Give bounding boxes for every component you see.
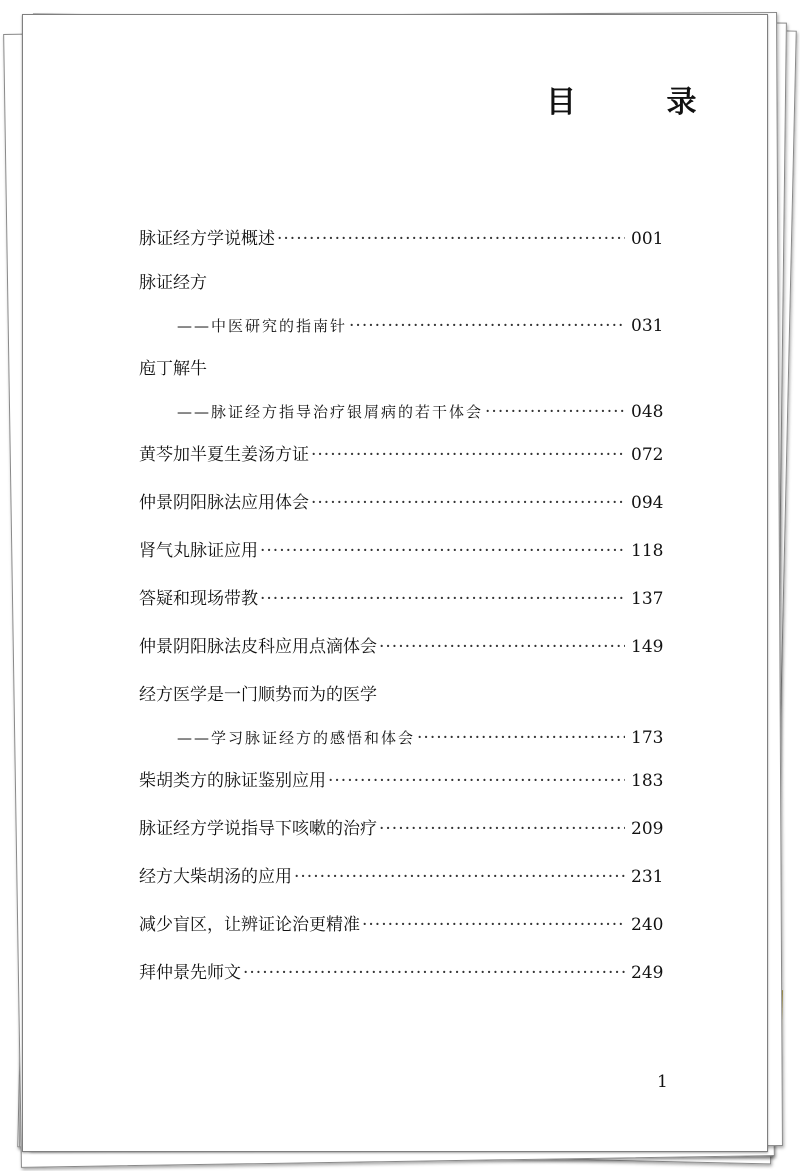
toc-entry-page: 240 xyxy=(631,915,664,935)
toc-entry-title: 黄芩加半夏生姜汤方证 xyxy=(139,445,309,465)
toc-entry-page: 001 xyxy=(631,229,664,249)
toc-entry[interactable] xyxy=(139,817,663,841)
toc-entry[interactable] xyxy=(139,539,663,563)
toc-entry-title: 仲景阴阳脉法应用体会 xyxy=(139,493,309,513)
dot-leader xyxy=(485,400,625,424)
toc-entry-title: 经方医学是一门顺势而为的医学 xyxy=(139,685,377,705)
toc-entry-title: 柴胡类方的脉证鉴别应用 xyxy=(139,771,326,791)
dot-leader xyxy=(260,587,625,611)
page-title: 目 录 xyxy=(546,85,737,120)
toc-entry-page: 048 xyxy=(631,402,664,422)
toc-entry[interactable] xyxy=(139,635,663,659)
dot-leader xyxy=(328,769,625,793)
toc-entry-page: 094 xyxy=(631,493,664,513)
toc-entry[interactable] xyxy=(139,913,663,937)
dot-leader xyxy=(311,491,625,515)
toc-entry-title: 减少盲区，让辨证论治更精准 xyxy=(139,915,360,935)
toc-entry[interactable] xyxy=(139,443,663,467)
toc-entry-title: 脉证经方 xyxy=(139,273,207,293)
dot-leader xyxy=(379,635,625,659)
dot-leader xyxy=(362,913,625,937)
toc-entry[interactable] xyxy=(139,961,663,985)
toc-entry[interactable] xyxy=(139,491,663,515)
toc-entry-title: 庖丁解牛 xyxy=(139,359,207,379)
toc-entry-title: 脉证经方学说指导下咳嗽的治疗 xyxy=(139,819,377,839)
toc-entry[interactable] xyxy=(139,769,663,793)
toc-entry-page: 137 xyxy=(631,589,664,609)
toc-entry[interactable] xyxy=(139,357,663,424)
toc-entry[interactable] xyxy=(139,865,663,889)
dot-leader xyxy=(349,314,625,338)
dot-leader xyxy=(417,726,625,750)
toc-entry-title: 仲景阴阳脉法皮科应用点滴体会 xyxy=(139,637,377,657)
toc-entry-subtitle: ——脉证经方指导治疗银屑病的若干体会 xyxy=(177,403,484,421)
toc-entry[interactable] xyxy=(139,271,663,338)
toc-entry[interactable] xyxy=(139,227,663,251)
dot-leader xyxy=(311,443,625,467)
toc-entry-page: 072 xyxy=(631,445,664,465)
toc-entry-title: 答疑和现场带教 xyxy=(139,589,258,609)
page-number: 1 xyxy=(657,1072,668,1092)
dot-leader xyxy=(294,865,625,889)
toc-entry-page: 209 xyxy=(631,819,664,839)
toc-entry-page: 183 xyxy=(631,771,664,791)
toc-entry-page: 031 xyxy=(631,316,664,336)
toc-entry-page: 231 xyxy=(631,867,664,887)
toc-entry-title: 脉证经方学说概述 xyxy=(139,229,275,249)
toc-entry-subtitle: ——学习脉证经方的感悟和体会 xyxy=(177,729,416,747)
toc-entry-page: 249 xyxy=(631,963,664,983)
toc-entry-title: 经方大柴胡汤的应用 xyxy=(139,867,292,887)
dot-leader xyxy=(277,227,625,251)
toc-page xyxy=(22,14,768,1152)
dot-leader xyxy=(260,539,625,563)
toc-entry-page: 173 xyxy=(631,728,664,748)
dot-leader xyxy=(379,817,625,841)
toc-entry-title: 拜仲景先师文 xyxy=(139,963,241,983)
dot-leader xyxy=(243,961,625,985)
toc-entry-subtitle: ——中医研究的指南针 xyxy=(177,317,348,335)
toc-entry[interactable] xyxy=(139,587,663,611)
toc-entry-title: 肾气丸脉证应用 xyxy=(139,541,258,561)
toc-entry[interactable] xyxy=(139,683,663,750)
toc-entry-page: 118 xyxy=(631,541,664,561)
toc-entry-page: 149 xyxy=(631,637,664,657)
